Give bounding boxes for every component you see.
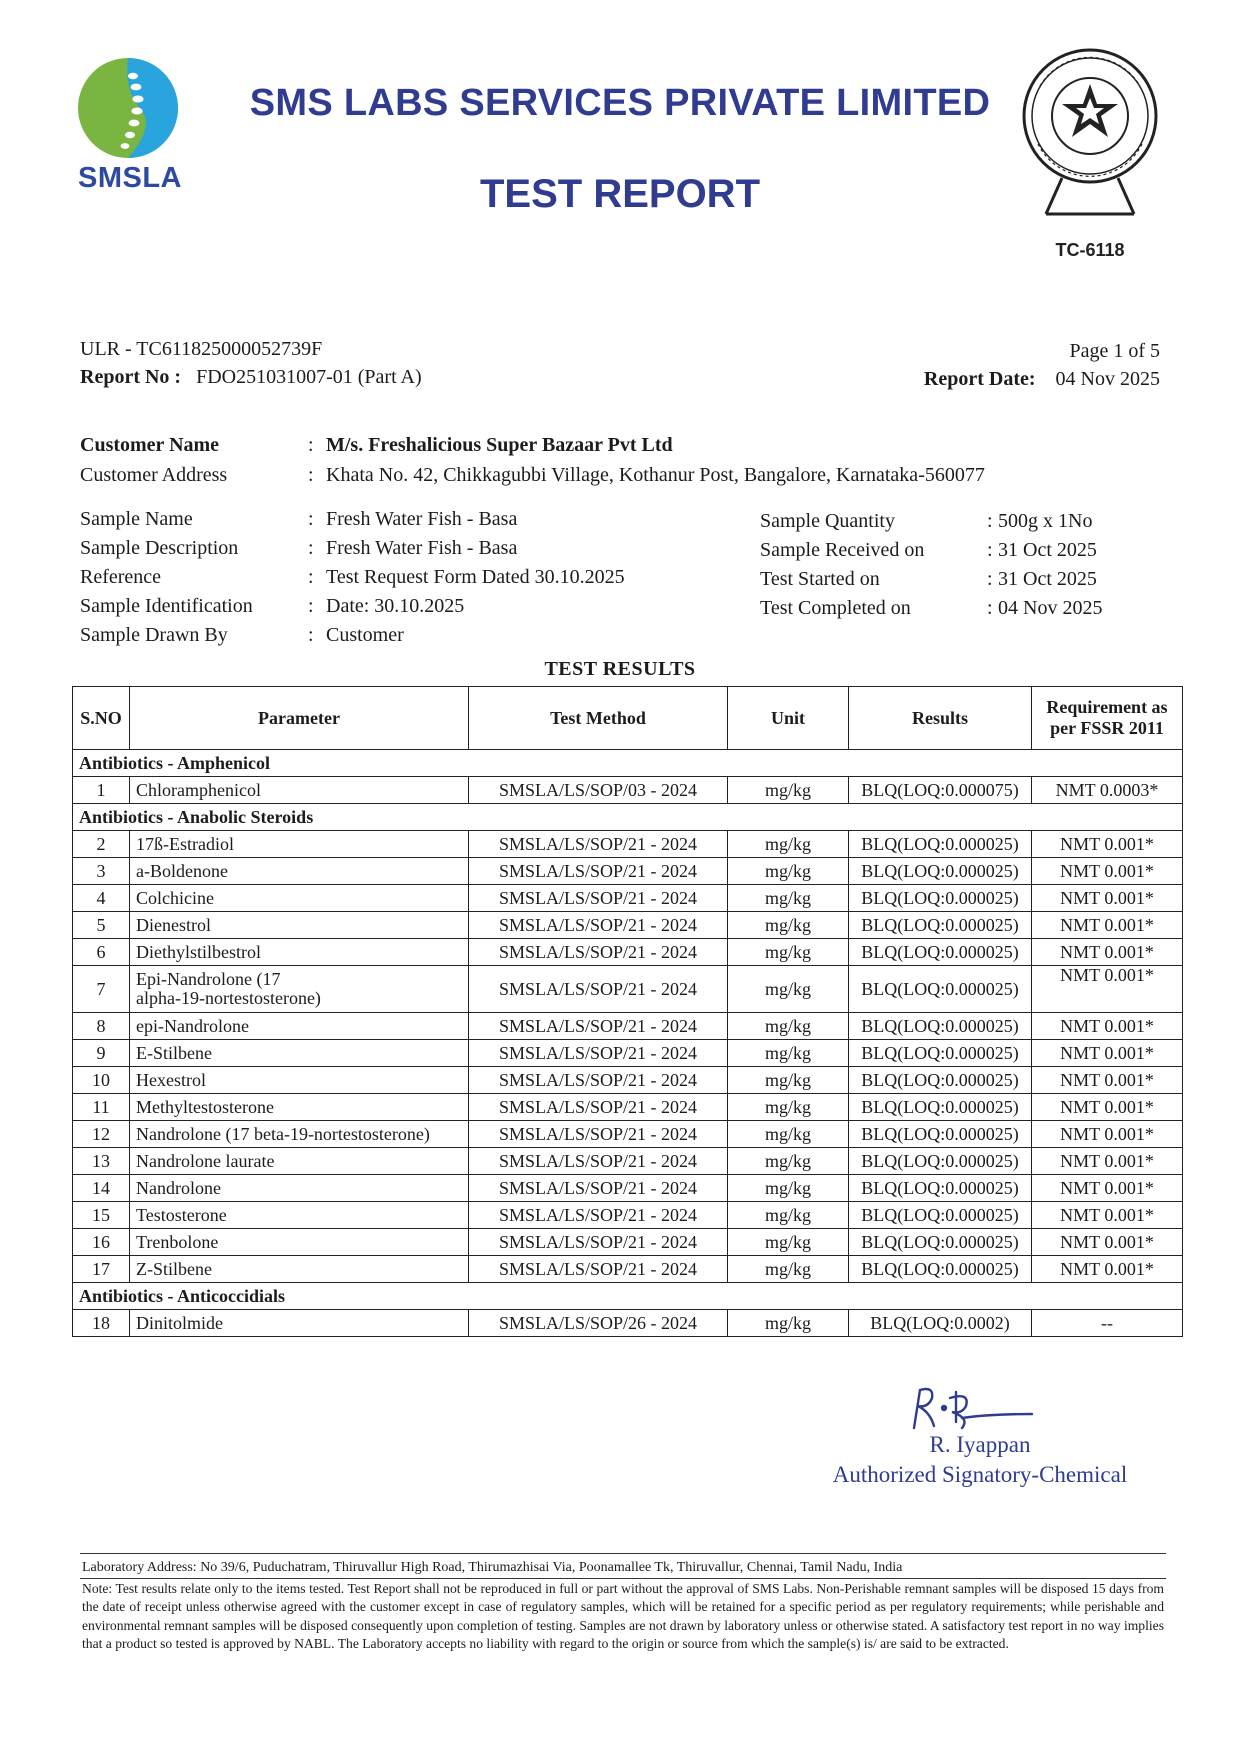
- cell-parameter: E-Stilbene: [130, 1040, 469, 1067]
- section-row: [73, 1283, 1183, 1310]
- cell-result: BLQ(LOQ:0.000025): [849, 885, 1032, 912]
- sample-quantity-label: Sample Quantity: [760, 510, 895, 532]
- cell-unit: mg/kg: [728, 1040, 849, 1067]
- table-row: [73, 777, 1183, 804]
- cell-test-method: SMSLA/LS/SOP/21 - 2024: [469, 1175, 728, 1202]
- report-date: [860, 368, 1160, 391]
- section-title: Antibiotics - Anticoccidials: [73, 1283, 1183, 1310]
- cell-parameter: 17ß-Estradiol: [130, 831, 469, 858]
- table-row: [73, 912, 1183, 939]
- cell-test-method: SMSLA/LS/SOP/03 - 2024: [469, 777, 728, 804]
- table-row: [73, 966, 1183, 1013]
- cell-result: BLQ(LOQ:0.000025): [849, 1256, 1032, 1283]
- cell-requirement: NMT 0.001*: [1032, 1256, 1183, 1283]
- cell-sno: 10: [73, 1067, 130, 1094]
- cell-sno: 18: [73, 1310, 130, 1337]
- cell-unit: mg/kg: [728, 1229, 849, 1256]
- col-unit: Unit: [728, 687, 849, 750]
- ulr-number: ULR - TC611825000052739F: [80, 338, 323, 360]
- cell-parameter: Trenbolone: [130, 1229, 469, 1256]
- cell-result: BLQ(LOQ:0.000025): [849, 831, 1032, 858]
- table-row: [73, 939, 1183, 966]
- cell-sno: 6: [73, 939, 130, 966]
- cell-parameter-line2: alpha-19-nortestosterone): [136, 988, 321, 1008]
- cell-unit: mg/kg: [728, 1175, 849, 1202]
- cell-requirement: NMT 0.001*: [1032, 912, 1183, 939]
- cell-sno: 9: [73, 1040, 130, 1067]
- lab-address: Laboratory Address: No 39/6, Puduchatram, Thiruvallur High Road, Thirumazhisai Via, Poonamallee Tk, Thiruvallur, Chennai, Tamil Nadu, India: [82, 1560, 903, 1575]
- col-requirement: [1032, 687, 1183, 750]
- cell-result: BLQ(LOQ:0.000025): [849, 1067, 1032, 1094]
- sample-identification-label: Sample Identification: [80, 595, 253, 617]
- cell-test-method: SMSLA/LS/SOP/21 - 2024: [469, 1040, 728, 1067]
- cell-test-method: SMSLA/LS/SOP/21 - 2024: [469, 1256, 728, 1283]
- cell-parameter: [130, 966, 469, 1013]
- cell-test-method: SMSLA/LS/SOP/21 - 2024: [469, 1094, 728, 1121]
- cell-requirement: NMT 0.001*: [1032, 1121, 1183, 1148]
- customer-name-label: Customer Name: [80, 434, 220, 456]
- table-row: [73, 1310, 1183, 1337]
- cell-sno: 5: [73, 912, 130, 939]
- cell-test-method: SMSLA/LS/SOP/21 - 2024: [469, 831, 728, 858]
- footer-divider-2: [80, 1578, 1166, 1579]
- table-row: [73, 1148, 1183, 1175]
- table-row: [73, 858, 1183, 885]
- cell-requirement: NMT 0.001*: [1032, 966, 1183, 1013]
- cell-test-method: SMSLA/LS/SOP/21 - 2024: [469, 1202, 728, 1229]
- cell-unit: mg/kg: [728, 1013, 849, 1040]
- cell-requirement: NMT 0.001*: [1032, 885, 1183, 912]
- page-number: Page 1 of 5: [1069, 340, 1160, 362]
- cell-sno: 14: [73, 1175, 130, 1202]
- table-row: [73, 1121, 1183, 1148]
- cell-unit: mg/kg: [728, 966, 849, 1013]
- cell-sno: 17: [73, 1256, 130, 1283]
- sample-drawn-by-value: Customer: [326, 624, 404, 646]
- cell-requirement: NMT 0.001*: [1032, 1013, 1183, 1040]
- cell-parameter: Nandrolone (17 beta-19-nortestosterone): [130, 1121, 469, 1148]
- cell-requirement: NMT 0.001*: [1032, 831, 1183, 858]
- report-number-value: FDO251031007-01 (Part A): [196, 366, 422, 388]
- cell-requirement: NMT 0.001*: [1032, 1067, 1183, 1094]
- customer-address-label: Customer Address: [80, 464, 228, 486]
- nabl-accreditation-seal: [1010, 46, 1170, 226]
- disclaimer-note: Note: Test results relate only to the items tested. Test Report shall not be reproduced in full or part without the approval of SMS Labs. Non-Perishable remnant samples will be disposed 15 days from the date of receipt unless otherwise agreed with the customer except in case of regulatory samples, which will be retained for a specific period as per regulatory requirements; while perishable and environmental remnant samples will be disposed consequently upon completion of testing. Samples are not drawn by laboratory unless or otherwise stated. A satisfactory test report in no way implies that a product so tested is approved by NABL. The Laboratory accepts no liability with regard to the origin or source from which the sample(s) is/ are said to be extracted.: [82, 1581, 1164, 1651]
- sample-received-value: 31 Oct 2025: [998, 539, 1097, 561]
- customer-address-value: Khata No. 42, Chikkagubbi Village, Kothanur Post, Bangalore, Karnataka-560077: [326, 464, 985, 486]
- cell-test-method: SMSLA/LS/SOP/21 - 2024: [469, 885, 728, 912]
- sample-name-value: Fresh Water Fish - Basa: [326, 508, 518, 530]
- cell-sno: 4: [73, 885, 130, 912]
- cell-requirement: NMT 0.001*: [1032, 939, 1183, 966]
- col-requirement-line2: per FSSR 2011: [1050, 718, 1164, 738]
- cell-result: BLQ(LOQ:0.0002): [849, 1310, 1032, 1337]
- cell-result: BLQ(LOQ:0.000025): [849, 1202, 1032, 1229]
- table-row: [73, 1229, 1183, 1256]
- cell-unit: mg/kg: [728, 1094, 849, 1121]
- cell-unit: mg/kg: [728, 939, 849, 966]
- test-started-label: Test Started on: [760, 568, 880, 590]
- test-results-title: TEST RESULTS: [544, 658, 696, 680]
- cell-unit: mg/kg: [728, 1148, 849, 1175]
- sample-quantity-value: 500g x 1No: [998, 510, 1093, 532]
- report-date-label: Report Date:: [923, 368, 1036, 390]
- report-number: [80, 366, 422, 389]
- col-results: Results: [849, 687, 1032, 750]
- results-body: [73, 750, 1183, 1337]
- cell-parameter: Nandrolone: [130, 1175, 469, 1202]
- cell-result: BLQ(LOQ:0.000025): [849, 1094, 1032, 1121]
- cell-result: BLQ(LOQ:0.000025): [849, 1013, 1032, 1040]
- table-row: [73, 1202, 1183, 1229]
- section-row: [73, 750, 1183, 777]
- cell-requirement: --: [1032, 1310, 1183, 1337]
- cell-test-method: SMSLA/LS/SOP/21 - 2024: [469, 939, 728, 966]
- cell-unit: mg/kg: [728, 858, 849, 885]
- col-test-method: Test Method: [469, 687, 728, 750]
- table-row: [73, 1094, 1183, 1121]
- test-started-value: 31 Oct 2025: [998, 568, 1097, 590]
- cell-test-method: SMSLA/LS/SOP/21 - 2024: [469, 1121, 728, 1148]
- cell-unit: mg/kg: [728, 885, 849, 912]
- cell-parameter: Colchicine: [130, 885, 469, 912]
- cell-result: BLQ(LOQ:0.000025): [849, 1040, 1032, 1067]
- report-number-label: Report No :: [80, 366, 182, 388]
- sample-description-label: Sample Description: [80, 537, 239, 559]
- cell-sno: 2: [73, 831, 130, 858]
- cell-requirement: NMT 0.001*: [1032, 858, 1183, 885]
- cell-unit: mg/kg: [728, 777, 849, 804]
- cell-parameter: Diethylstilbestrol: [130, 939, 469, 966]
- cell-test-method: SMSLA/LS/SOP/21 - 2024: [469, 966, 728, 1013]
- table-header-row: [73, 687, 1183, 750]
- cell-test-method: SMSLA/LS/SOP/21 - 2024: [469, 1013, 728, 1040]
- table-row: [73, 1256, 1183, 1283]
- cell-sno: 3: [73, 858, 130, 885]
- cell-result: BLQ(LOQ:0.000025): [849, 912, 1032, 939]
- sample-identification-value: Date: 30.10.2025: [326, 595, 465, 617]
- signatory-designation: Authorized Signatory-Chemical: [832, 1462, 1128, 1487]
- cell-sno: 16: [73, 1229, 130, 1256]
- cell-unit: mg/kg: [728, 1202, 849, 1229]
- accreditation-code: TC-6118: [1055, 240, 1125, 260]
- test-completed-value: 04 Nov 2025: [998, 597, 1103, 619]
- section-title: Antibiotics - Amphenicol: [73, 750, 1183, 777]
- cell-requirement: NMT 0.001*: [1032, 1094, 1183, 1121]
- cell-result: BLQ(LOQ:0.000025): [849, 858, 1032, 885]
- company-name: SMS LABS SERVICES PRIVATE LIMITED: [249, 82, 991, 124]
- cell-result: BLQ(LOQ:0.000025): [849, 1121, 1032, 1148]
- cell-requirement: NMT 0.001*: [1032, 1202, 1183, 1229]
- cell-parameter: Methyltestosterone: [130, 1094, 469, 1121]
- customer-name-value: M/s. Freshalicious Super Bazaar Pvt Ltd: [326, 434, 673, 456]
- test-completed-label: Test Completed on: [760, 597, 911, 619]
- cell-sno: 7: [73, 966, 130, 1013]
- report-title: TEST REPORT: [479, 172, 761, 216]
- cell-test-method: SMSLA/LS/SOP/26 - 2024: [469, 1310, 728, 1337]
- report-date-value: 04 Nov 2025: [1055, 368, 1160, 390]
- cell-parameter: Nandrolone laurate: [130, 1148, 469, 1175]
- cell-parameter: Dinitolmide: [130, 1310, 469, 1337]
- cell-unit: mg/kg: [728, 1067, 849, 1094]
- section-title: Antibiotics - Anabolic Steroids: [73, 804, 1183, 831]
- cell-unit: mg/kg: [728, 1310, 849, 1337]
- cell-requirement: NMT 0.0003*: [1032, 777, 1183, 804]
- cell-result: BLQ(LOQ:0.000025): [849, 1148, 1032, 1175]
- signatory-name: R. Iyappan: [929, 1432, 1031, 1457]
- cell-sno: 15: [73, 1202, 130, 1229]
- cell-test-method: SMSLA/LS/SOP/21 - 2024: [469, 858, 728, 885]
- cell-parameter: a-Boldenone: [130, 858, 469, 885]
- sample-description-value: Fresh Water Fish - Basa: [326, 537, 518, 559]
- table-row: [73, 885, 1183, 912]
- col-requirement-line1: Requirement as: [1046, 697, 1168, 717]
- reference-value: Test Request Form Dated 30.10.2025: [326, 566, 625, 588]
- logo-wordmark: SMSLA: [78, 162, 182, 194]
- table-row: [73, 1067, 1183, 1094]
- table-row: [73, 1040, 1183, 1067]
- cell-requirement: NMT 0.001*: [1032, 1229, 1183, 1256]
- cell-sno: 13: [73, 1148, 130, 1175]
- cell-sno: 1: [73, 777, 130, 804]
- cell-unit: mg/kg: [728, 831, 849, 858]
- cell-unit: mg/kg: [728, 912, 849, 939]
- cell-sno: 8: [73, 1013, 130, 1040]
- cell-requirement: NMT 0.001*: [1032, 1040, 1183, 1067]
- cell-parameter-line1: Epi-Nandrolone (17: [136, 969, 281, 989]
- sample-received-label: Sample Received on: [760, 539, 925, 561]
- cell-result: BLQ(LOQ:0.000025): [849, 1175, 1032, 1202]
- cell-parameter: Z-Stilbene: [130, 1256, 469, 1283]
- table-row: [73, 1175, 1183, 1202]
- table-row: [73, 831, 1183, 858]
- table-row: [73, 1013, 1183, 1040]
- cell-result: BLQ(LOQ:0.000025): [849, 966, 1032, 1013]
- cell-unit: mg/kg: [728, 1121, 849, 1148]
- sample-drawn-by-label: Sample Drawn By: [80, 624, 228, 646]
- reference-label: Reference: [80, 566, 162, 588]
- cell-result: BLQ(LOQ:0.000025): [849, 939, 1032, 966]
- cell-parameter: Testosterone: [130, 1202, 469, 1229]
- cell-requirement: NMT 0.001*: [1032, 1148, 1183, 1175]
- cell-test-method: SMSLA/LS/SOP/21 - 2024: [469, 912, 728, 939]
- cell-result: BLQ(LOQ:0.000075): [849, 777, 1032, 804]
- cell-sno: 12: [73, 1121, 130, 1148]
- section-row: [73, 804, 1183, 831]
- cell-parameter: epi-Nandrolone: [130, 1013, 469, 1040]
- cell-test-method: SMSLA/LS/SOP/21 - 2024: [469, 1229, 728, 1256]
- cell-parameter: Chloramphenicol: [130, 777, 469, 804]
- cell-parameter: Hexestrol: [130, 1067, 469, 1094]
- sample-name-label: Sample Name: [80, 508, 193, 530]
- col-parameter: Parameter: [130, 687, 469, 750]
- cell-sno: 11: [73, 1094, 130, 1121]
- cell-unit: mg/kg: [728, 1256, 849, 1283]
- cell-result: BLQ(LOQ:0.000025): [849, 1229, 1032, 1256]
- signature-image: [900, 1378, 1040, 1440]
- col-sno: S.NO: [73, 687, 130, 750]
- footer-divider: [80, 1553, 1166, 1554]
- cell-parameter: Dienestrol: [130, 912, 469, 939]
- cell-requirement: NMT 0.001*: [1032, 1175, 1183, 1202]
- test-results-table: [72, 686, 1183, 1337]
- cell-test-method: SMSLA/LS/SOP/21 - 2024: [469, 1067, 728, 1094]
- cell-test-method: SMSLA/LS/SOP/21 - 2024: [469, 1148, 728, 1175]
